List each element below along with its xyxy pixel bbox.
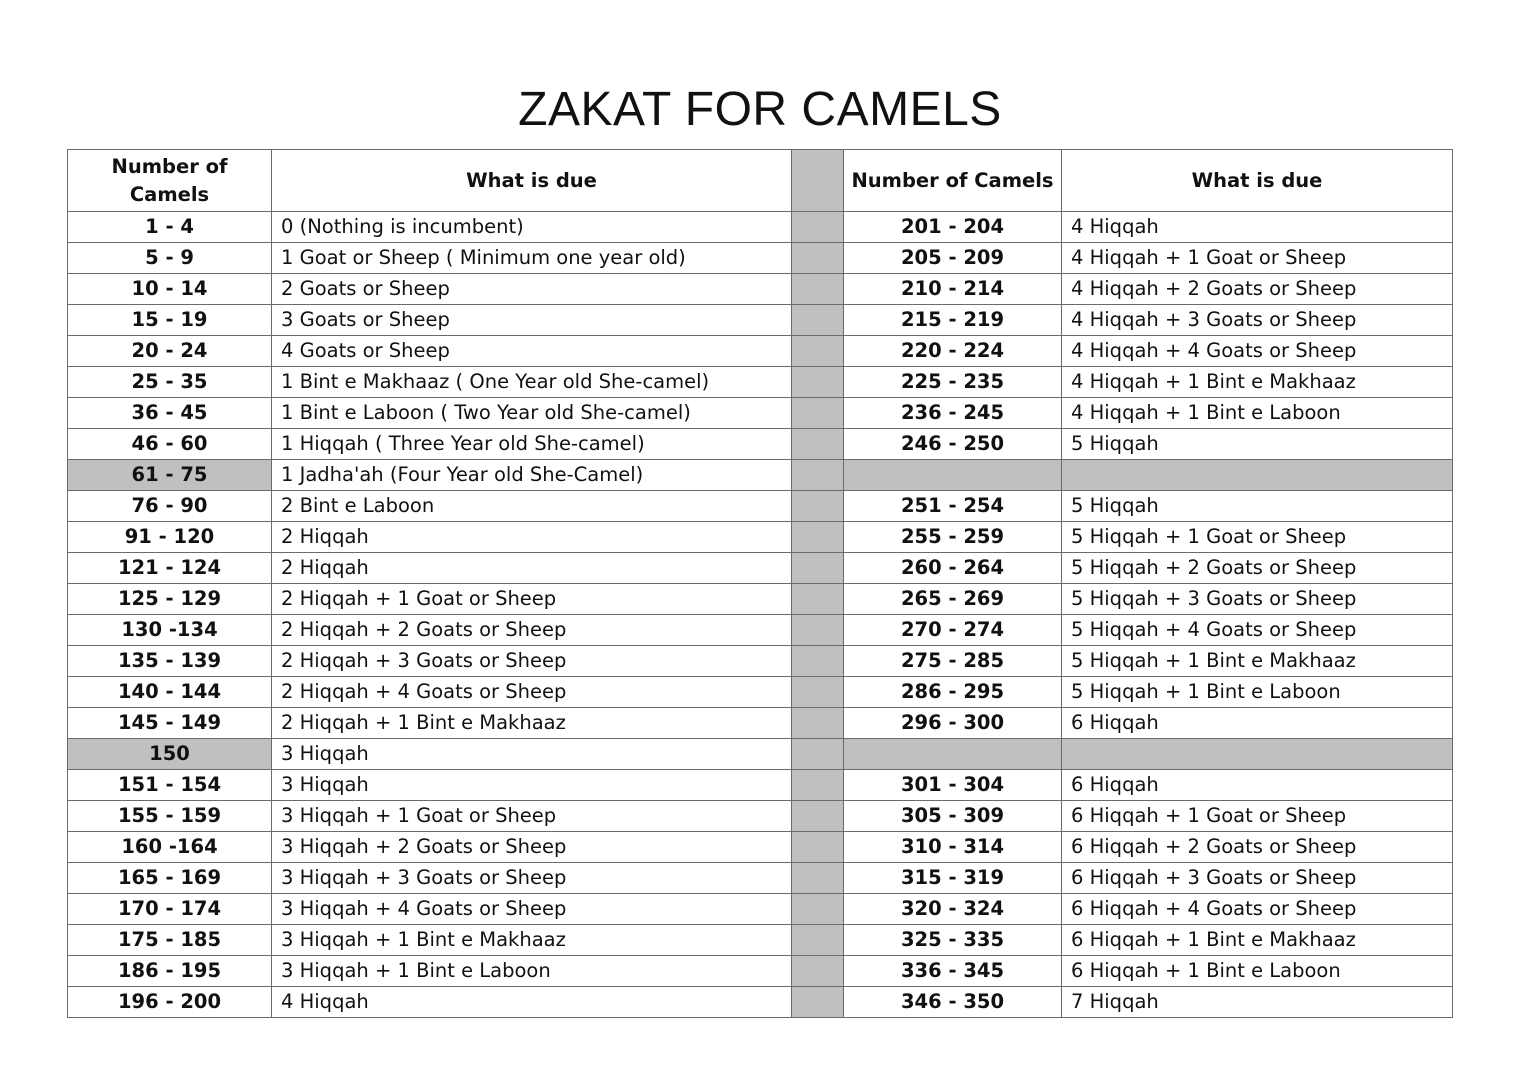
right-due-cell: 5 Hiqqah + 1 Bint e Laboon bbox=[1062, 677, 1453, 708]
separator-cell bbox=[792, 739, 844, 770]
right-number-cell: 286 - 295 bbox=[844, 677, 1062, 708]
right-due-cell: 4 Hiqqah + 2 Goats or Sheep bbox=[1062, 274, 1453, 305]
right-due-cell: 6 Hiqqah + 2 Goats or Sheep bbox=[1062, 832, 1453, 863]
right-number-cell: 201 - 204 bbox=[844, 212, 1062, 243]
header-left-what-is-due: What is due bbox=[272, 150, 792, 212]
left-due-cell: 1 Hiqqah ( Three Year old She-camel) bbox=[272, 429, 792, 460]
right-due-cell: 5 Hiqqah + 1 Goat or Sheep bbox=[1062, 522, 1453, 553]
table-row bbox=[68, 553, 1453, 584]
separator-cell bbox=[792, 274, 844, 305]
left-number-cell: 160 -164 bbox=[68, 832, 272, 863]
separator-cell bbox=[792, 584, 844, 615]
left-number-cell: 91 - 120 bbox=[68, 522, 272, 553]
left-number-cell: 130 -134 bbox=[68, 615, 272, 646]
left-due-cell: 0 (Nothing is incumbent) bbox=[272, 212, 792, 243]
separator-cell bbox=[792, 708, 844, 739]
left-number-cell: 186 - 195 bbox=[68, 956, 272, 987]
separator-cell bbox=[792, 801, 844, 832]
header-right-number-of-camels: Number of Camels bbox=[844, 150, 1062, 212]
right-number-cell: 225 - 235 bbox=[844, 367, 1062, 398]
table-row bbox=[68, 398, 1453, 429]
left-due-cell: 2 Bint e Laboon bbox=[272, 491, 792, 522]
right-number-cell: 236 - 245 bbox=[844, 398, 1062, 429]
table-row bbox=[68, 987, 1453, 1018]
table-row bbox=[68, 584, 1453, 615]
right-number-cell: 301 - 304 bbox=[844, 770, 1062, 801]
separator-cell bbox=[792, 398, 844, 429]
table-row bbox=[68, 770, 1453, 801]
right-due-cell: 6 Hiqqah bbox=[1062, 708, 1453, 739]
right-number-cell: 251 - 254 bbox=[844, 491, 1062, 522]
left-number-cell: 196 - 200 bbox=[68, 987, 272, 1018]
left-due-cell: 1 Jadha'ah (Four Year old She-Camel) bbox=[272, 460, 792, 491]
right-due-cell: 4 Hiqqah + 3 Goats or Sheep bbox=[1062, 305, 1453, 336]
right-number-cell: 310 - 314 bbox=[844, 832, 1062, 863]
left-due-cell: 2 Hiqqah + 2 Goats or Sheep bbox=[272, 615, 792, 646]
separator-cell bbox=[792, 894, 844, 925]
left-number-cell: 1 - 4 bbox=[68, 212, 272, 243]
right-number-cell: 220 - 224 bbox=[844, 336, 1062, 367]
left-number-cell: 175 - 185 bbox=[68, 925, 272, 956]
table-row bbox=[68, 305, 1453, 336]
right-number-cell: 305 - 309 bbox=[844, 801, 1062, 832]
table-row bbox=[68, 491, 1453, 522]
right-number-cell: 320 - 324 bbox=[844, 894, 1062, 925]
left-due-cell: 3 Hiqqah + 1 Bint e Makhaaz bbox=[272, 925, 792, 956]
table-row bbox=[68, 336, 1453, 367]
left-number-cell: 140 - 144 bbox=[68, 677, 272, 708]
separator-cell bbox=[792, 429, 844, 460]
separator-cell bbox=[792, 832, 844, 863]
right-number-cell: 270 - 274 bbox=[844, 615, 1062, 646]
table-row bbox=[68, 429, 1453, 460]
right-number-cell: 210 - 214 bbox=[844, 274, 1062, 305]
separator-cell bbox=[792, 770, 844, 801]
separator-cell bbox=[792, 956, 844, 987]
right-due-cell: 7 Hiqqah bbox=[1062, 987, 1453, 1018]
table-row bbox=[68, 212, 1453, 243]
left-due-cell: 2 Hiqqah + 1 Goat or Sheep bbox=[272, 584, 792, 615]
right-due-cell: 4 Hiqqah + 4 Goats or Sheep bbox=[1062, 336, 1453, 367]
left-number-cell: 36 - 45 bbox=[68, 398, 272, 429]
table-row bbox=[68, 925, 1453, 956]
left-number-cell: 15 - 19 bbox=[68, 305, 272, 336]
separator-cell bbox=[792, 336, 844, 367]
right-due-cell: 5 Hiqqah + 3 Goats or Sheep bbox=[1062, 584, 1453, 615]
left-number-cell: 46 - 60 bbox=[68, 429, 272, 460]
left-due-cell: 3 Hiqqah + 4 Goats or Sheep bbox=[272, 894, 792, 925]
right-due-cell: 6 Hiqqah + 1 Bint e Makhaaz bbox=[1062, 925, 1453, 956]
left-number-cell: 155 - 159 bbox=[68, 801, 272, 832]
separator-cell bbox=[792, 212, 844, 243]
zakat-table bbox=[67, 149, 1453, 1018]
table-row bbox=[68, 274, 1453, 305]
table-row bbox=[68, 801, 1453, 832]
right-due-cell: 6 Hiqqah + 4 Goats or Sheep bbox=[1062, 894, 1453, 925]
left-number-cell: 150 bbox=[68, 739, 272, 770]
right-due-cell: 5 Hiqqah + 1 Bint e Makhaaz bbox=[1062, 646, 1453, 677]
right-number-cell bbox=[844, 739, 1062, 770]
right-due-cell: 6 Hiqqah + 1 Goat or Sheep bbox=[1062, 801, 1453, 832]
left-number-cell: 170 - 174 bbox=[68, 894, 272, 925]
right-due-cell: 4 Hiqqah + 1 Bint e Makhaaz bbox=[1062, 367, 1453, 398]
separator-cell bbox=[792, 987, 844, 1018]
right-number-cell: 346 - 350 bbox=[844, 987, 1062, 1018]
left-due-cell: 1 Bint e Makhaaz ( One Year old She-camel) bbox=[272, 367, 792, 398]
table-row bbox=[68, 243, 1453, 274]
table-row bbox=[68, 832, 1453, 863]
separator-column bbox=[792, 150, 844, 212]
separator-cell bbox=[792, 553, 844, 584]
right-due-cell: 5 Hiqqah + 4 Goats or Sheep bbox=[1062, 615, 1453, 646]
left-due-cell: 2 Hiqqah bbox=[272, 522, 792, 553]
right-due-cell: 6 Hiqqah + 1 Bint e Laboon bbox=[1062, 956, 1453, 987]
table-row bbox=[68, 677, 1453, 708]
separator-cell bbox=[792, 460, 844, 491]
separator-cell bbox=[792, 491, 844, 522]
left-due-cell: 2 Hiqqah + 4 Goats or Sheep bbox=[272, 677, 792, 708]
table-row bbox=[68, 739, 1453, 770]
header-left-number-of-camels bbox=[68, 150, 272, 212]
left-due-cell: 4 Goats or Sheep bbox=[272, 336, 792, 367]
left-due-cell: 1 Bint e Laboon ( Two Year old She-camel) bbox=[272, 398, 792, 429]
right-number-cell: 296 - 300 bbox=[844, 708, 1062, 739]
right-due-cell: 4 Hiqqah bbox=[1062, 212, 1453, 243]
table-row bbox=[68, 646, 1453, 677]
left-due-cell: 4 Hiqqah bbox=[272, 987, 792, 1018]
page-title: ZAKAT FOR CAMELS bbox=[518, 83, 1002, 137]
left-number-cell: 135 - 139 bbox=[68, 646, 272, 677]
right-number-cell: 265 - 269 bbox=[844, 584, 1062, 615]
right-due-cell: 5 Hiqqah bbox=[1062, 429, 1453, 460]
left-due-cell: 2 Hiqqah bbox=[272, 553, 792, 584]
left-number-cell: 125 - 129 bbox=[68, 584, 272, 615]
separator-cell bbox=[792, 367, 844, 398]
header-right-what-is-due: What is due bbox=[1062, 150, 1453, 212]
right-number-cell: 255 - 259 bbox=[844, 522, 1062, 553]
left-due-cell: 2 Hiqqah + 1 Bint e Makhaaz bbox=[272, 708, 792, 739]
left-number-cell: 61 - 75 bbox=[68, 460, 272, 491]
separator-cell bbox=[792, 305, 844, 336]
table-row bbox=[68, 863, 1453, 894]
separator-cell bbox=[792, 646, 844, 677]
left-number-cell: 20 - 24 bbox=[68, 336, 272, 367]
right-number-cell: 325 - 335 bbox=[844, 925, 1062, 956]
table-row bbox=[68, 708, 1453, 739]
left-number-cell: 145 - 149 bbox=[68, 708, 272, 739]
left-due-cell: 3 Goats or Sheep bbox=[272, 305, 792, 336]
left-due-cell: 3 Hiqqah bbox=[272, 770, 792, 801]
left-number-cell: 10 - 14 bbox=[68, 274, 272, 305]
left-due-cell: 2 Goats or Sheep bbox=[272, 274, 792, 305]
left-number-cell: 151 - 154 bbox=[68, 770, 272, 801]
right-due-cell: 5 Hiqqah bbox=[1062, 491, 1453, 522]
table-row bbox=[68, 956, 1453, 987]
right-due-cell bbox=[1062, 460, 1453, 491]
left-number-cell: 5 - 9 bbox=[68, 243, 272, 274]
right-due-cell: 4 Hiqqah + 1 Goat or Sheep bbox=[1062, 243, 1453, 274]
table-row bbox=[68, 615, 1453, 646]
left-due-cell: 3 Hiqqah + 1 Bint e Laboon bbox=[272, 956, 792, 987]
left-number-cell: 76 - 90 bbox=[68, 491, 272, 522]
separator-cell bbox=[792, 243, 844, 274]
left-due-cell: 1 Goat or Sheep ( Minimum one year old) bbox=[272, 243, 792, 274]
separator-cell bbox=[792, 677, 844, 708]
table-row bbox=[68, 367, 1453, 398]
separator-cell bbox=[792, 615, 844, 646]
right-due-cell: 6 Hiqqah bbox=[1062, 770, 1453, 801]
left-number-cell: 25 - 35 bbox=[68, 367, 272, 398]
header-row bbox=[68, 150, 1453, 212]
right-due-cell: 6 Hiqqah + 3 Goats or Sheep bbox=[1062, 863, 1453, 894]
separator-cell bbox=[792, 925, 844, 956]
right-number-cell: 315 - 319 bbox=[844, 863, 1062, 894]
right-due-cell: 5 Hiqqah + 2 Goats or Sheep bbox=[1062, 553, 1453, 584]
left-due-cell: 3 Hiqqah + 2 Goats or Sheep bbox=[272, 832, 792, 863]
table-row bbox=[68, 894, 1453, 925]
right-number-cell: 275 - 285 bbox=[844, 646, 1062, 677]
right-number-cell: 336 - 345 bbox=[844, 956, 1062, 987]
right-number-cell: 205 - 209 bbox=[844, 243, 1062, 274]
table-row bbox=[68, 460, 1453, 491]
right-number-cell bbox=[844, 460, 1062, 491]
right-number-cell: 215 - 219 bbox=[844, 305, 1062, 336]
right-number-cell: 246 - 250 bbox=[844, 429, 1062, 460]
left-due-cell: 3 Hiqqah + 3 Goats or Sheep bbox=[272, 863, 792, 894]
right-due-cell bbox=[1062, 739, 1453, 770]
right-number-cell: 260 - 264 bbox=[844, 553, 1062, 584]
left-due-cell: 3 Hiqqah bbox=[272, 739, 792, 770]
separator-cell bbox=[792, 863, 844, 894]
left-due-cell: 2 Hiqqah + 3 Goats or Sheep bbox=[272, 646, 792, 677]
header-left-number-label: Number of Camels bbox=[111, 154, 228, 206]
separator-cell bbox=[792, 522, 844, 553]
right-due-cell: 4 Hiqqah + 1 Bint e Laboon bbox=[1062, 398, 1453, 429]
left-number-cell: 121 - 124 bbox=[68, 553, 272, 584]
table-row bbox=[68, 522, 1453, 553]
left-number-cell: 165 - 169 bbox=[68, 863, 272, 894]
left-due-cell: 3 Hiqqah + 1 Goat or Sheep bbox=[272, 801, 792, 832]
